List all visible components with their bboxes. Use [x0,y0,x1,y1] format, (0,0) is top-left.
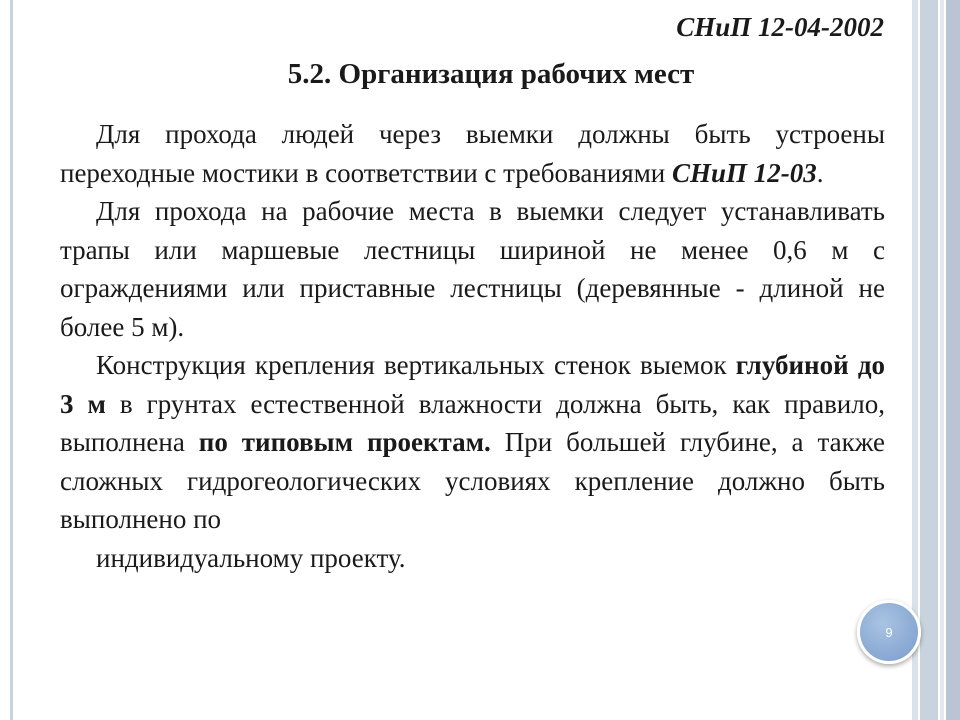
paragraph-text: Конструкция крепления вертикальных стенок выемок [96,350,736,380]
bold-standard-projects: по типовым проектам. [198,427,491,457]
decorative-stripes [910,0,960,720]
page-number-badge [857,600,921,664]
paragraph-text: Для прохода людей через выемки должны быть устроены переходные мостики в соответствии с требованиями [60,119,885,188]
stripe [946,0,960,720]
snip-reference: СНиП 12-03 [672,157,817,188]
paragraph-1 [60,115,885,192]
stripe [920,0,938,720]
paragraph-text: . [816,157,824,188]
paragraph-text: Для прохода на рабочие места в выемки следует устанавливать трапы или маршевые лестницы шириной не менее 0,6 м с ограждениями или приставные лестницы (деревянные - длиной не более 5 м). [60,196,885,342]
slide-title-text: 5.2. Организация рабочих мест [287,58,695,90]
paragraph-text: в грунтах естественной влажности должна быть, как правило, выполнена [60,388,885,457]
paragraph-3 [60,346,885,539]
page-number: 9 [885,624,893,640]
paragraph-text: индивидуальному проекту. [96,542,406,573]
bold-depth: глубиной до 3 м [60,350,885,419]
paragraph-text: При большей глубине, а также сложных гидрогеологических условиях крепление должно быть выполнено по [60,427,885,534]
stripe [940,0,944,720]
paragraph-2 [60,192,885,346]
paragraph-3-tail [60,539,885,578]
slide-body [60,115,885,577]
document-code: СНиП 12-04-2002 [676,12,884,42]
left-frame-line [10,0,13,720]
slide-title [0,58,960,91]
